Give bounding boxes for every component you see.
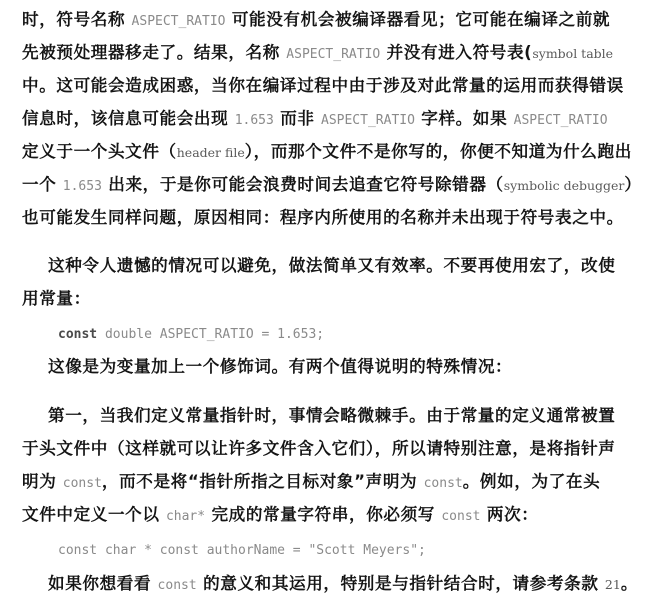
code-term: const xyxy=(62,476,102,491)
text-run: 定义于一个头文件（ xyxy=(22,142,177,161)
code-term: const xyxy=(423,476,463,491)
text-run: 信息时，该信息可能会出现 xyxy=(22,109,235,128)
paragraph-1-line-3 xyxy=(22,75,624,97)
code-term: ASPECT_RATIO xyxy=(131,14,226,29)
text-run: 于头文件中（这样就可以让许多文件含入它们），所以请特别注意，是将指针声 xyxy=(22,439,616,458)
text-run: 一个 xyxy=(22,175,63,194)
text-run: 。例如，为了在头 xyxy=(462,472,601,491)
code-term: 1.653 xyxy=(62,179,102,194)
text-run: 文件中定义一个以 xyxy=(22,505,166,524)
paragraph-4-line-1 xyxy=(48,405,615,427)
text-run: 而非 xyxy=(273,109,321,128)
paragraph-1-line-5 xyxy=(22,141,632,164)
text-run: 第一，当我们定义常量指针时，事情会略微棘手。由于常量的定义通常被置 xyxy=(48,406,616,425)
text-run: 先被预处理器移走了。结果，名称 xyxy=(22,43,287,62)
text-run: ，而不是将“指针所指之目标对象”声明为 xyxy=(101,472,424,491)
code-term: char* xyxy=(165,509,206,524)
text-run: 如果你想看看 xyxy=(48,574,158,593)
text-run: ） xyxy=(624,175,642,194)
code-term: ASPECT_RATIO xyxy=(321,113,415,128)
paragraph-5-line-1 xyxy=(48,573,638,597)
paragraph-4-line-3 xyxy=(22,471,600,495)
text-run: 可能没有机会被编译器看见；它可能在编译之前就 xyxy=(225,10,611,29)
latin-term: symbol table xyxy=(532,46,614,61)
paragraph-1-line-2 xyxy=(22,42,613,66)
text-run: 中。这可能会造成困惑，当你在编译过程中由于涉及对此常量的运用而获得错误 xyxy=(22,76,624,95)
code-term: const char * const authorName = "Scott Meyers"; xyxy=(58,543,426,558)
text-run: 时，符号名称 xyxy=(22,10,132,29)
code-term: ASPECT_RATIO xyxy=(286,47,381,62)
paragraph-1-line-4 xyxy=(22,108,608,132)
code-term: ASPECT_RATIO xyxy=(513,113,608,128)
paragraph-1-line-7 xyxy=(22,207,624,229)
latin-term: symbolic debugger xyxy=(503,178,625,193)
text-run: 也可能发生同样问题，原因相同：程序内所使用的名称并未出现于符号表之中。 xyxy=(22,208,624,227)
text-run: 这种令人遗憾的情况可以避免，做法简单又有效率。不要再使用宏了，改使 xyxy=(48,256,616,275)
code-term: const xyxy=(157,578,197,593)
code-term: 1.653 xyxy=(234,113,274,128)
paragraph-4-line-2 xyxy=(22,438,615,460)
text-run: 出来，于是你可能会浪费时间去追查它符号除错器（ xyxy=(101,175,504,194)
latin-term: header file xyxy=(176,145,245,160)
text-run: 。 xyxy=(620,574,639,593)
text-run: 的意义和其运用，特别是与指针结合时，请参考条款 xyxy=(196,574,605,593)
paragraph-4-line-4 xyxy=(22,504,538,528)
latin-term: 21 xyxy=(604,577,621,592)
paragraph-3-line-1 xyxy=(48,356,512,378)
code-term: double ASPECT_RATIO = 1.653; xyxy=(97,327,325,342)
text-run: 用常量： xyxy=(22,289,91,308)
text-run: 并没有进入符号表( xyxy=(380,43,533,62)
text-run: 两次： xyxy=(480,505,539,524)
text-run: 这像是为变量加上一个修饰词。有两个值得说明的特殊情况： xyxy=(48,357,513,376)
code-sample-1 xyxy=(58,322,324,346)
text-run: 完成的常量字符串，你必须写 xyxy=(205,505,442,524)
paragraph-2-line-2 xyxy=(22,288,91,310)
code-term: const xyxy=(441,509,481,524)
text-run: 字样。如果 xyxy=(414,109,514,128)
code-keyword: const xyxy=(58,327,98,342)
paragraph-1-line-1 xyxy=(22,9,610,33)
paragraph-1-line-6 xyxy=(22,174,642,198)
paragraph-2-line-1 xyxy=(48,255,615,277)
code-sample-2 xyxy=(58,538,426,562)
text-run: 明为 xyxy=(22,472,63,491)
text-run: ），而那个文件不是你写的，你便不知道为什么跑出 xyxy=(244,142,632,161)
